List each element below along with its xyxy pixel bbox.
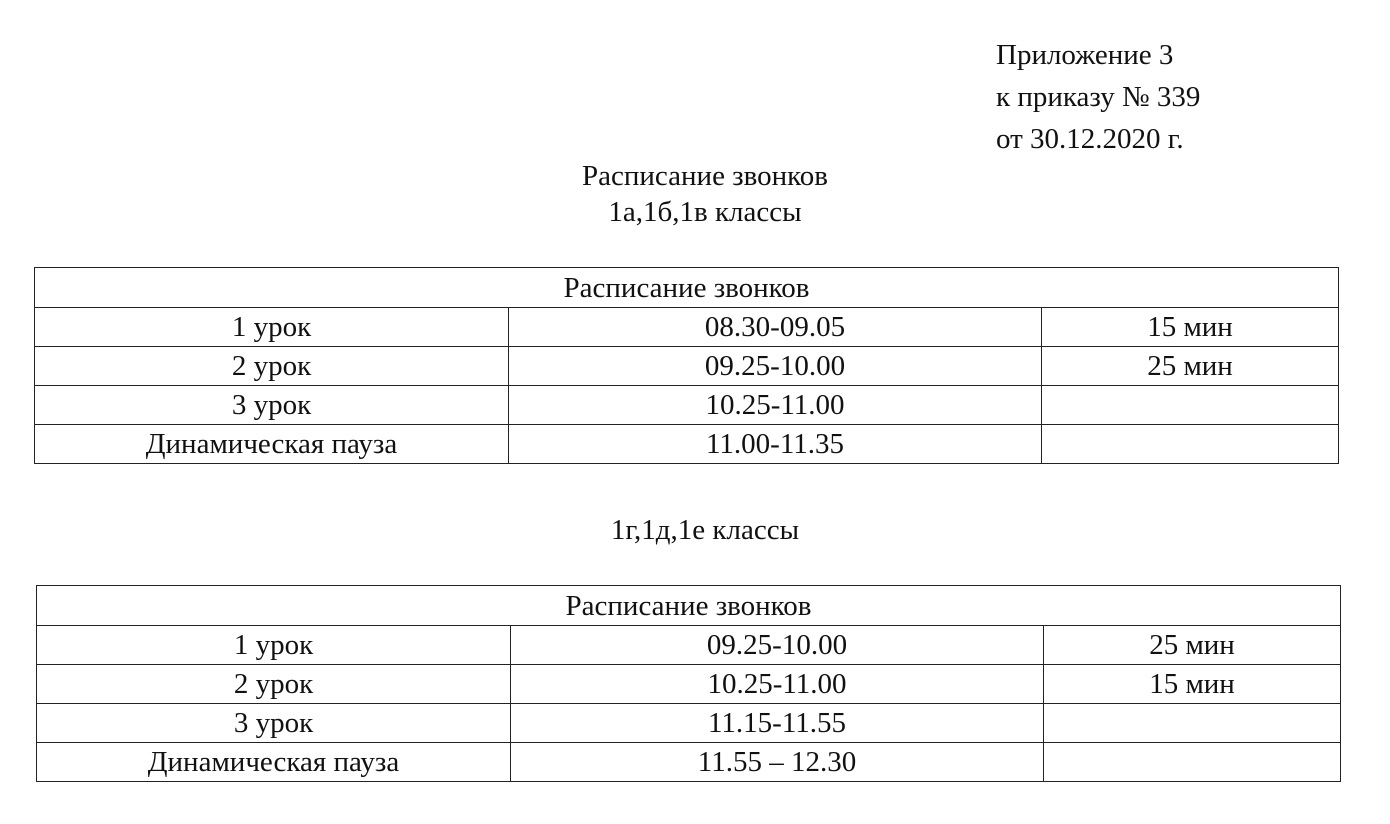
order-date: от 30.12.2020 г. <box>996 123 1184 155</box>
schedule-table-1 <box>34 267 1339 464</box>
lesson-cell: 3 урок <box>35 386 509 425</box>
break-cell: 15 мин <box>1044 665 1341 704</box>
lesson-cell: Динамическая пауза <box>35 425 509 464</box>
lesson-cell: 1 урок <box>37 626 511 665</box>
table-header: Расписание звонков <box>35 268 1339 308</box>
group-2-title: 1г,1д,1е классы <box>610 514 800 546</box>
time-cell: 11.55 – 12.30 <box>511 743 1044 782</box>
table-row <box>35 347 1339 386</box>
lesson-cell: 3 урок <box>37 704 511 743</box>
lesson-cell: 2 урок <box>35 347 509 386</box>
title-line-2: 1а,1б,1в классы <box>608 196 802 228</box>
time-cell: 11.15-11.55 <box>511 704 1044 743</box>
time-cell: 09.25-10.00 <box>511 626 1044 665</box>
table-row <box>37 743 1341 782</box>
time-cell: 10.25-11.00 <box>511 665 1044 704</box>
break-cell: 25 мин <box>1042 347 1339 386</box>
time-cell: 10.25-11.00 <box>509 386 1042 425</box>
table-row <box>35 386 1339 425</box>
lesson-cell: 2 урок <box>37 665 511 704</box>
schedule-table-2 <box>36 585 1341 782</box>
break-cell <box>1042 386 1339 425</box>
lesson-cell: Динамическая пауза <box>37 743 511 782</box>
time-cell: 11.00-11.35 <box>509 425 1042 464</box>
lesson-cell: 1 урок <box>35 308 509 347</box>
table-row <box>35 425 1339 464</box>
break-cell <box>1044 743 1341 782</box>
document-title <box>0 158 1390 230</box>
appendix-number: Приложение 3 <box>996 39 1174 71</box>
time-cell: 09.25-10.00 <box>509 347 1042 386</box>
table-header-row <box>37 586 1341 626</box>
break-cell <box>1044 704 1341 743</box>
table-header-row <box>35 268 1339 308</box>
break-cell <box>1042 425 1339 464</box>
table-row <box>37 665 1341 704</box>
table-row <box>37 704 1341 743</box>
table-header: Расписание звонков <box>37 586 1341 626</box>
order-reference: к приказу № 339 <box>996 81 1201 113</box>
break-cell: 15 мин <box>1042 308 1339 347</box>
time-cell: 08.30-09.05 <box>509 308 1042 347</box>
appendix-note <box>996 34 1200 160</box>
table-row <box>35 308 1339 347</box>
title-line-1: Расписание звонков <box>582 160 828 192</box>
table-row <box>37 626 1341 665</box>
break-cell: 25 мин <box>1044 626 1341 665</box>
